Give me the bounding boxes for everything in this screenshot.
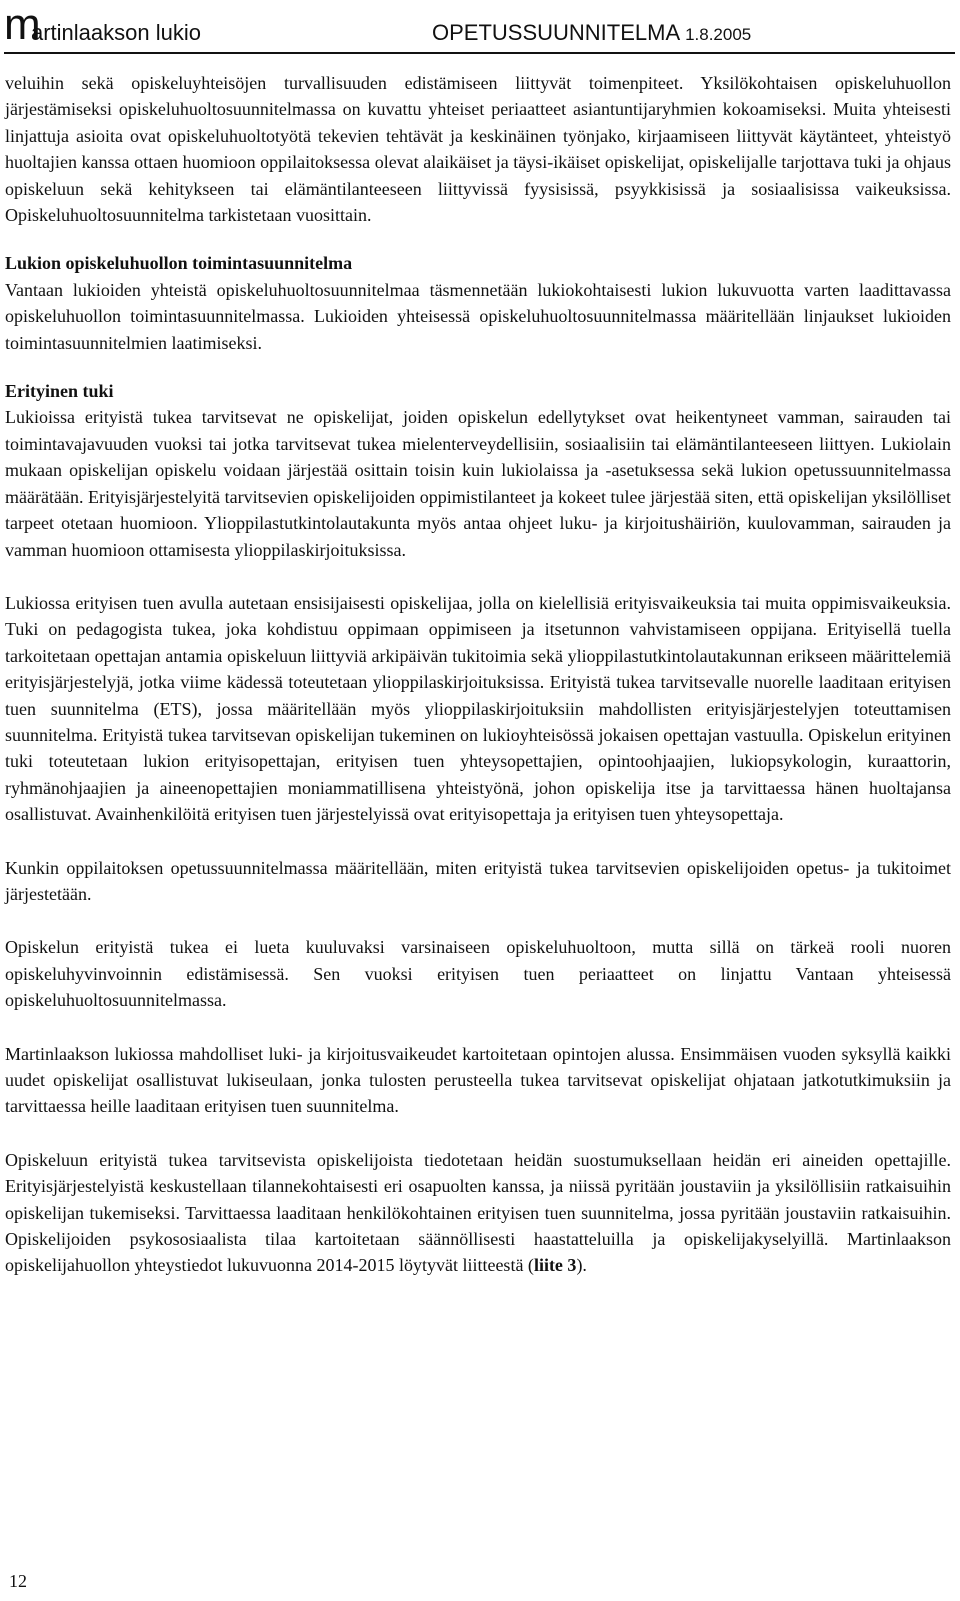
appendix-reference: liite 3 [533,1255,577,1276]
paragraph-erityinen-tuki-5: Martinlaakson lukiossa mahdolliset luki- ja kirjoitusvaikeudet kartoitetaan opintojen alussa. Ensimmäisen vuoden syksyllä kaikki uudet opiskelijat osallistuvat lukiseulaan, jonka tulosten perusteella tukea tarvitsevat opiskelijat ohjataan jatkotutkimuksiin ja tarvittaessa heille laaditaan erityisen tuen suunnitelma. [5,1043,951,1117]
paragraph-intro: veluihin sekä opiskeluyhteisöjen turvallisuuden edistämiseen liittyvät toimenpiteet. Yksilökohtaisen opiskeluhuollon järjestämiseksi opiskeluhuoltosuunnitelmassa on kuvattu yhteiset periaatteet asiantuntijaryhmien kokoamiseksi. Muita yhteisesti linjattuja asioita ovat opiskeluhuoltotyötä tekevien tehtävät ja keskinäinen työnjako, kirjaamiseen liittyvät käytänteet, yhteistyö huoltajien kanssa ottaen huomioon oppilaitoksessa olevat alaikäiset ja täysi-ikäiset opiskelijat, opiskelijalle tarjottava tuki ja ohjaus opiskeluun sekä kehitykseen tai elämäntilanteeseen liittyvissä fyysisissä, psyykkisissä ja sosiaalisissa vaikeuksissa. Opiskeluhuoltosuunnitelma tarkistetaan vuosittain. [5,73,951,226]
school-name: artinlaakson lukio [31,20,201,45]
page-number: 12 [9,1571,27,1591]
paragraph-erityinen-tuki-2: Lukiossa erityisen tuen avulla autetaan ensisijaisesti opiskelijaa, jolla on kielellisiä erityisvaikeuksia tai muita oppimisvaikeuksia. Tuki on pedagogista tukea, joka kohdistuu oppimaan oppimiseen ja itsetunnon vahvistamiseen oppijana. Erityisellä tuella tarkoitetaan opettajan antamia opiskeluun liittyviä arkipäivän tukitoimia sekä ylioppilastutkintolautakunnan erikseen määrittelemiä erityisjärjestelyjä, jotka viime kädessä toteutetaan ylioppilaskirjoituksissa. Erityistä tukea tarvitsevalle nuorelle laaditaan erityisen tuen suunnitelma (ETS), jossa määritellään myös ylioppilaskirjoituksiin mahdollisten erityisjärjestelyjen toteuttamisen suunnitelma. Erityistä tukea tarvitsevan opiskelijan tukeminen on lukioyhteisössä jokaisen opettajan vastuulla. Opiskelun erityinen tuki toteutetaan lukion erityisopettajan, erityisen tuen yhteysopettajien, opintoohjaajien, lukiopsykologin, kuraattorin, ryhmänohjaajien ja aineenopettajien moniammatillisena yhteistyönä, johon opiskelija itse ja tarvittaessa hänen huoltajansa osallistuvat. Avainhenkilöitä erityisen tuen järjestelyissä ovat erityisopettaja ja erityisen tuen yhteysopettaja. [5,592,951,825]
page-header [4,2,954,48]
paragraph-erityinen-tuki-6 [5,1147,951,1279]
paragraph-erityinen-tuki-4: Opiskelun erityistä tukea ei lueta kuuluvaksi varsinaiseen opiskeluhuoltoon, mutta sillä on tärkeä rooli nuoren opiskeluhyvinvoinnin edistämisessä. Sen vuoksi erityisen tuen periaatteet on linjattu Vantaan yhteisessä opiskeluhuoltosuunnitelmassa. [5,937,951,1011]
paragraph-erityinen-tuki-3: Kunkin oppilaitoksen opetussuunnitelmassa määritellään, miten erityistä tukea tarvitsevien opiskelijoiden opetus- ja tukitoimet järjestetään. [5,857,951,904]
document-body [5,70,951,1279]
section-heading-toimintasuunnitelma: Lukion opiskeluhuollon toimintasuunnitelma [5,253,353,274]
paragraph-erityinen-tuki-1: Lukioissa erityistä tukea tarvitsevat ne opiskelijat, joiden opiskelun edellytykset ovat heikentyneet vamman, sairauden tai toimintavajavuuden vuoksi tai jotka tarvitsevat tukea mielenterveydellisiin, sosiaalisiin tai elämäntilanteeseen liittyen. Lukiolain mukaan opiskelijan opiskelu voidaan järjestää osittain toisin kuin lukiolaissa ja -asetuksessa sekä lukion opetussuunnitelmassa määrätään. Erityisjärjestelyitä tarvitsevien opiskelijoiden oppimistilanteet ja kokeet tulee järjestää siten, että opiskelijan yksilölliset tarpeet otetaan huomioon. Ylioppilastutkintolautakunta myös antaa ohjeet luku- ja kirjoitushäiriön, kuulovamman, sairauden ja vamman huomioon ottamisesta ylioppilaskirjoituksissa. [5,407,951,560]
document-title [432,21,751,47]
header-divider [4,52,955,54]
paragraph-erityinen-tuki-6-text: Opiskeluun erityistä tukea tarvitsevista opiskelijoista tiedotetaan heidän suostumuksellaan heidän eri aineiden opettajille. Erityisjärjestelyistä keskustellaan tilannekohtaisesti eri osapuolten kanssa, ja niissä pyritään joustaviin ja yksilöllisiin ratkaisuihin opiskelijan tukemiseksi. Tarvittaessa laaditaan henkilökohtainen erityisen tuen suunnitelma, jossa pyritään joustaviin ratkaisuihin. Opiskelijoiden psykososiaalista tilaa kartoitetaan säännöllisesti haastatteluilla ja opiskelijakyselyillä. Martinlaakson opiskelijahuollon yhteystiedot lukuvuonna 2014-2015 löytyvät liitteestä ( [5,1149,951,1276]
paragraph-toimintasuunnitelma: Vantaan lukioiden yhteistä opiskeluhuoltosuunnitelmaa täsmennetään lukiokohtaisesti lukion lukuvuotta varten laadittavassa opiskeluhuollon toimintasuunnitelmassa. Lukioiden yhteisessä opiskeluhuoltosuunnitelmassa määritellään linjaukset lukioiden toimintasuunnitelmien laatimiseksi. [5,279,951,353]
school-logo-letter: m [4,0,40,49]
section-heading-erityinen-tuki: Erityinen tuki [5,381,114,402]
document-title-text: OPETUSSUUNNITELMA [432,20,679,45]
document-date: 1.8.2005 [685,25,752,44]
paragraph-erityinen-tuki-6-end: ). [576,1255,587,1276]
